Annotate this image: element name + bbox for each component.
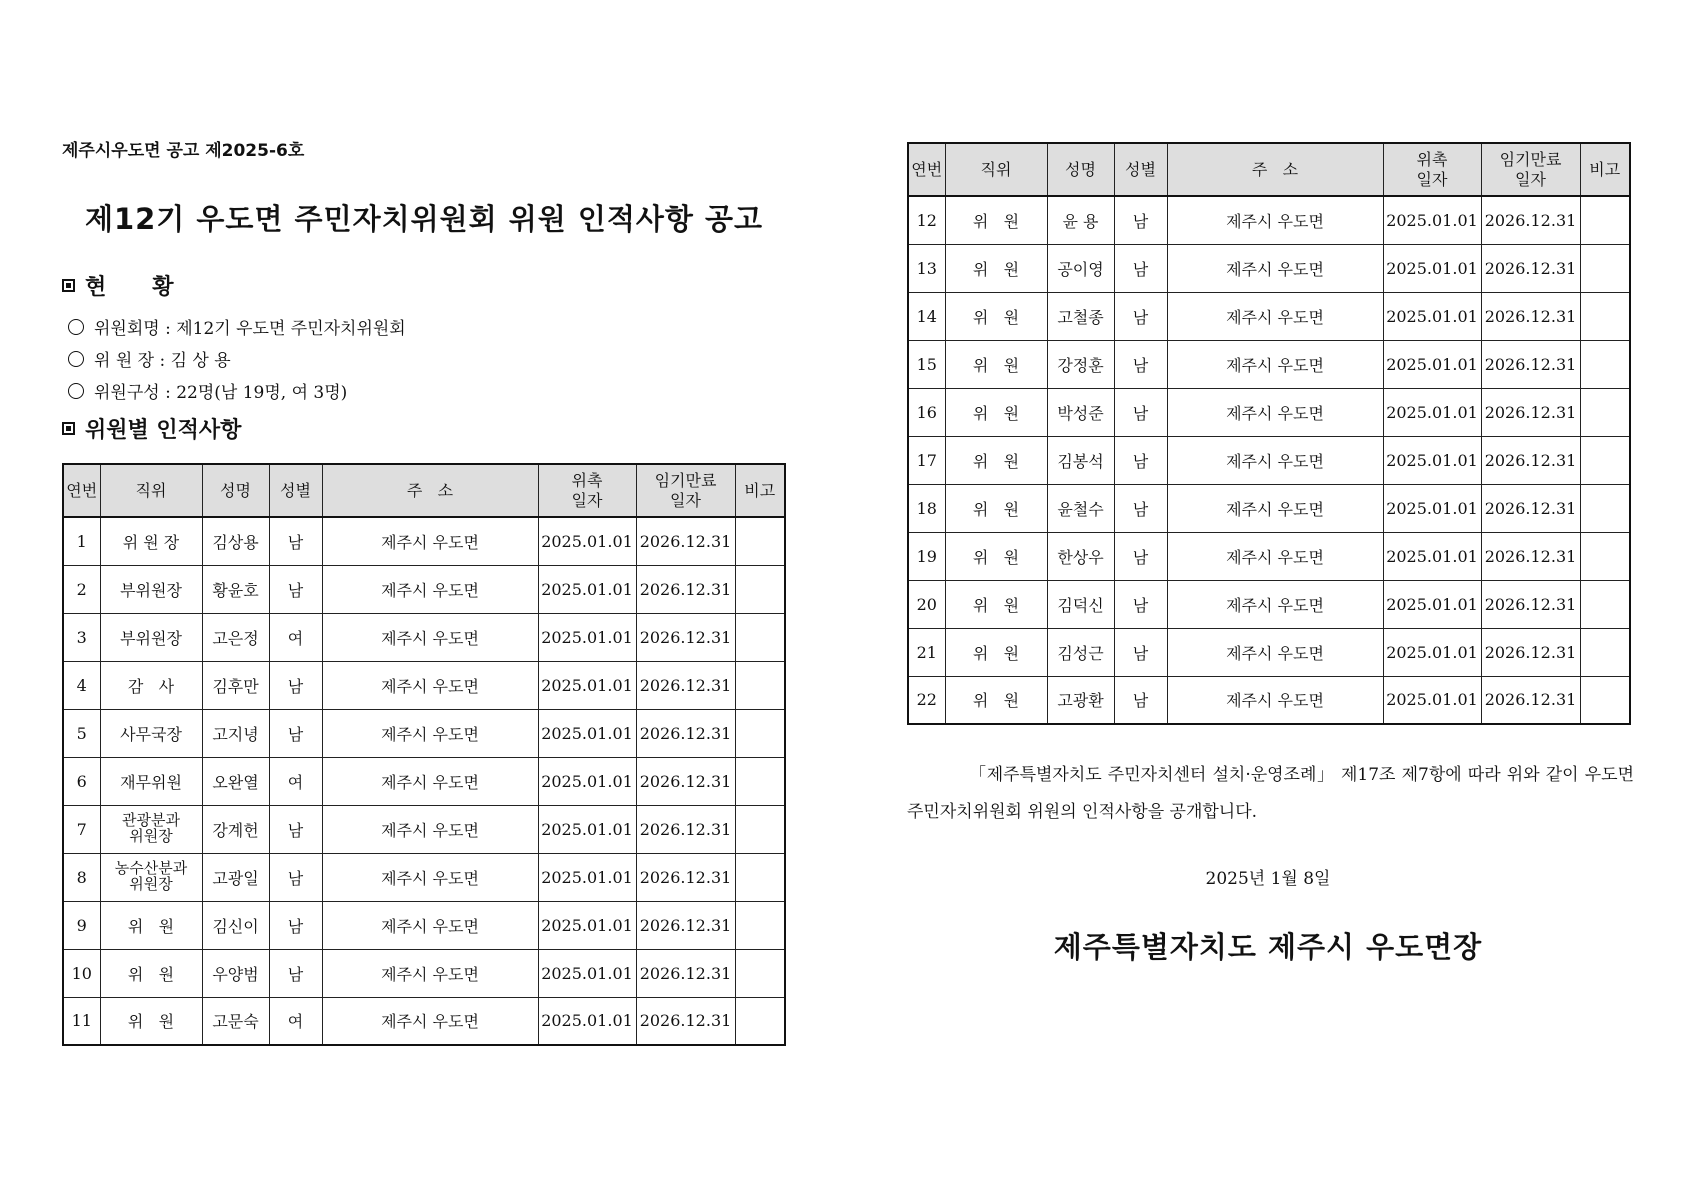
status-line-committee-name	[68, 314, 406, 339]
table-row	[908, 196, 1630, 244]
cell-term-end: 2026.12.31	[1481, 436, 1580, 484]
cell-name: 우양범	[202, 949, 269, 997]
cell-appointed: 2025.01.01	[538, 901, 636, 949]
header-address: 주 소	[322, 464, 538, 517]
square-bullet-icon	[62, 279, 75, 292]
table-row	[63, 709, 785, 757]
cell-gender: 남	[269, 517, 322, 565]
cell-gender: 남	[269, 661, 322, 709]
cell-position	[100, 805, 202, 853]
member-table-left	[62, 463, 786, 1046]
cell-appointed: 2025.01.01	[1383, 196, 1481, 244]
cell-remarks	[1580, 244, 1630, 292]
header-name: 성명	[202, 464, 269, 517]
cell-position: 위 원	[945, 436, 1047, 484]
cell-term-end: 2026.12.31	[1481, 340, 1580, 388]
cell-position-line2: 위원장	[129, 875, 173, 893]
cell-remarks	[735, 517, 785, 565]
cell-address: 제주시 우도면	[1167, 340, 1383, 388]
cell-appointed: 2025.01.01	[538, 709, 636, 757]
cell-address: 제주시 우도면	[1167, 388, 1383, 436]
cell-remarks	[1580, 532, 1630, 580]
header-term-end-line2: 일자	[1515, 169, 1546, 189]
cell-term-end: 2026.12.31	[636, 709, 735, 757]
cell-appointed: 2025.01.01	[538, 853, 636, 901]
section-heading-status	[62, 270, 173, 301]
table-row	[63, 853, 785, 901]
cell-term-end: 2026.12.31	[636, 613, 735, 661]
cell-remarks	[735, 613, 785, 661]
cell-name: 고문숙	[202, 997, 269, 1045]
cell-position: 부위원장	[100, 565, 202, 613]
cell-remarks	[1580, 484, 1630, 532]
cell-appointed: 2025.01.01	[1383, 340, 1481, 388]
header-name: 성명	[1047, 143, 1114, 196]
cell-appointed: 2025.01.01	[1383, 244, 1481, 292]
cell-position: 위 원	[100, 997, 202, 1045]
cell-address: 제주시 우도면	[1167, 292, 1383, 340]
table-row	[908, 676, 1630, 724]
cell-position: 위 원	[100, 901, 202, 949]
cell-no: 1	[63, 517, 100, 565]
table-row	[908, 292, 1630, 340]
cell-position: 부위원장	[100, 613, 202, 661]
square-bullet-icon	[62, 422, 75, 435]
cell-appointed: 2025.01.01	[1383, 388, 1481, 436]
header-term-end-line1: 임기만료	[654, 471, 717, 491]
cell-appointed: 2025.01.01	[1383, 292, 1481, 340]
cell-name: 오완열	[202, 757, 269, 805]
cell-no: 3	[63, 613, 100, 661]
cell-term-end: 2026.12.31	[1481, 196, 1580, 244]
cell-name: 김후만	[202, 661, 269, 709]
cell-gender: 남	[1114, 580, 1167, 628]
cell-no: 9	[63, 901, 100, 949]
table-row	[908, 340, 1630, 388]
cell-gender: 남	[269, 805, 322, 853]
cell-term-end: 2026.12.31	[1481, 484, 1580, 532]
cell-remarks	[735, 997, 785, 1045]
cell-gender: 남	[1114, 436, 1167, 484]
cell-address: 제주시 우도면	[1167, 676, 1383, 724]
table-header-row	[908, 143, 1630, 196]
cell-remarks	[735, 661, 785, 709]
cell-address: 제주시 우도면	[322, 757, 538, 805]
header-position: 직위	[100, 464, 202, 517]
cell-gender: 여	[269, 613, 322, 661]
cell-position: 위 원	[945, 484, 1047, 532]
cell-appointed: 2025.01.01	[1383, 484, 1481, 532]
table-row	[908, 436, 1630, 484]
document-title: 제12기 우도면 주민자치위원회 위원 인적사항 공고	[84, 202, 764, 236]
header-appointed-line1: 위촉	[571, 471, 603, 491]
cell-remarks	[1580, 676, 1630, 724]
cell-name: 김신이	[202, 901, 269, 949]
cell-remarks	[735, 949, 785, 997]
cell-address: 제주시 우도면	[1167, 580, 1383, 628]
cell-gender: 남	[1114, 676, 1167, 724]
cell-no: 17	[908, 436, 945, 484]
table-row	[63, 997, 785, 1045]
notice-number: 제주시우도면 공고 제2025-6호	[62, 141, 305, 161]
cell-remarks	[735, 565, 785, 613]
table-header-row	[63, 464, 785, 517]
cell-no: 13	[908, 244, 945, 292]
cell-position: 위 원	[100, 949, 202, 997]
cell-gender: 남	[269, 565, 322, 613]
cell-remarks	[735, 805, 785, 853]
cell-position: 위 원	[945, 388, 1047, 436]
cell-no: 8	[63, 853, 100, 901]
cell-position-line1: 농수산분과	[114, 859, 188, 878]
cell-no: 11	[63, 997, 100, 1045]
header-appointed-line1: 위촉	[1416, 150, 1448, 170]
header-term-end-line1: 임기만료	[1499, 150, 1562, 170]
circle-bullet-icon	[68, 383, 84, 399]
cell-address: 제주시 우도면	[1167, 196, 1383, 244]
cell-no: 5	[63, 709, 100, 757]
cell-term-end: 2026.12.31	[636, 805, 735, 853]
cell-name: 강정훈	[1047, 340, 1114, 388]
section-heading-label: 위원별 인적사항	[85, 418, 242, 443]
cell-gender: 남	[1114, 196, 1167, 244]
cell-remarks	[1580, 388, 1630, 436]
cell-name: 김덕신	[1047, 580, 1114, 628]
cell-name: 한상우	[1047, 532, 1114, 580]
table-row	[63, 565, 785, 613]
cell-position: 위 원	[945, 676, 1047, 724]
cell-position: 위 원 장	[100, 517, 202, 565]
cell-address: 제주시 우도면	[1167, 628, 1383, 676]
table-row	[63, 901, 785, 949]
cell-position: 재무위원	[100, 757, 202, 805]
header-position: 직위	[945, 143, 1047, 196]
cell-term-end: 2026.12.31	[636, 565, 735, 613]
cell-address: 제주시 우도면	[322, 613, 538, 661]
cell-no: 12	[908, 196, 945, 244]
circle-bullet-icon	[68, 351, 84, 367]
cell-no: 14	[908, 292, 945, 340]
cell-no: 19	[908, 532, 945, 580]
cell-address: 제주시 우도면	[1167, 532, 1383, 580]
status-line-chairperson	[68, 346, 231, 371]
table-row	[63, 757, 785, 805]
cell-address: 제주시 우도면	[322, 997, 538, 1045]
cell-no: 18	[908, 484, 945, 532]
cell-position-line2: 위원장	[129, 827, 173, 845]
table-row	[908, 484, 1630, 532]
cell-term-end: 2026.12.31	[1481, 244, 1580, 292]
cell-address: 제주시 우도면	[322, 805, 538, 853]
cell-gender: 남	[269, 853, 322, 901]
cell-gender: 여	[269, 757, 322, 805]
cell-name: 윤 용	[1047, 196, 1114, 244]
table-row	[63, 613, 785, 661]
cell-position: 위 원	[945, 244, 1047, 292]
signatory: 제주특별자치도 제주시 우도면장	[1053, 930, 1483, 964]
cell-no: 2	[63, 565, 100, 613]
disclosure-statement: 「제주특별자치도 주민자치센터 설치·운영조례」 제17조 제7항에 따라 위와 같이 우도면 주민자치위원회 위원의 인적사항을 공개합니다.	[907, 765, 1634, 822]
header-term-end	[636, 464, 735, 517]
cell-remarks	[735, 853, 785, 901]
cell-gender: 여	[269, 997, 322, 1045]
section-heading-label: 현 황	[85, 275, 174, 300]
header-appointed-line2: 일자	[1416, 169, 1448, 189]
cell-name: 공이영	[1047, 244, 1114, 292]
cell-no: 15	[908, 340, 945, 388]
cell-gender: 남	[269, 901, 322, 949]
header-gender: 성별	[269, 464, 322, 517]
cell-term-end: 2026.12.31	[1481, 388, 1580, 436]
cell-remarks	[1580, 340, 1630, 388]
cell-no: 7	[63, 805, 100, 853]
cell-appointed: 2025.01.01	[538, 757, 636, 805]
cell-remarks	[1580, 628, 1630, 676]
table-row	[908, 580, 1630, 628]
cell-no: 22	[908, 676, 945, 724]
cell-position-line1: 관광분과	[122, 811, 180, 830]
header-appointed	[1383, 143, 1481, 196]
cell-no: 21	[908, 628, 945, 676]
cell-address: 제주시 우도면	[1167, 484, 1383, 532]
cell-appointed: 2025.01.01	[538, 661, 636, 709]
cell-appointed: 2025.01.01	[538, 949, 636, 997]
cell-name: 강계헌	[202, 805, 269, 853]
cell-name: 김봉석	[1047, 436, 1114, 484]
cell-appointed: 2025.01.01	[538, 805, 636, 853]
cell-name: 고광환	[1047, 676, 1114, 724]
cell-position: 위 원	[945, 196, 1047, 244]
cell-term-end: 2026.12.31	[636, 949, 735, 997]
cell-appointed: 2025.01.01	[1383, 436, 1481, 484]
header-remarks: 비고	[735, 464, 785, 517]
cell-name: 박성준	[1047, 388, 1114, 436]
cell-address: 제주시 우도면	[322, 949, 538, 997]
cell-no: 20	[908, 580, 945, 628]
header-address: 주 소	[1167, 143, 1383, 196]
cell-address: 제주시 우도면	[1167, 244, 1383, 292]
cell-term-end: 2026.12.31	[1481, 532, 1580, 580]
header-term-end	[1481, 143, 1580, 196]
cell-term-end: 2026.12.31	[636, 661, 735, 709]
header-no: 연번	[908, 143, 945, 196]
cell-gender: 남	[269, 709, 322, 757]
cell-gender: 남	[1114, 340, 1167, 388]
cell-no: 4	[63, 661, 100, 709]
cell-appointed: 2025.01.01	[538, 517, 636, 565]
cell-gender: 남	[1114, 484, 1167, 532]
cell-appointed: 2025.01.01	[1383, 580, 1481, 628]
cell-term-end: 2026.12.31	[1481, 628, 1580, 676]
cell-appointed: 2025.01.01	[538, 613, 636, 661]
cell-name: 고은정	[202, 613, 269, 661]
cell-position: 위 원	[945, 580, 1047, 628]
cell-appointed: 2025.01.01	[1383, 676, 1481, 724]
cell-term-end: 2026.12.31	[1481, 580, 1580, 628]
cell-term-end: 2026.12.31	[636, 853, 735, 901]
table-row	[63, 517, 785, 565]
header-remarks: 비고	[1580, 143, 1630, 196]
cell-term-end: 2026.12.31	[636, 901, 735, 949]
table-row	[63, 805, 785, 853]
cell-name: 고지녕	[202, 709, 269, 757]
cell-address: 제주시 우도면	[322, 517, 538, 565]
cell-position: 위 원	[945, 532, 1047, 580]
cell-remarks	[735, 757, 785, 805]
status-line-composition	[68, 378, 347, 403]
cell-term-end: 2026.12.31	[636, 997, 735, 1045]
cell-appointed: 2025.01.01	[538, 565, 636, 613]
cell-name: 황윤호	[202, 565, 269, 613]
cell-gender: 남	[1114, 244, 1167, 292]
cell-position: 위 원	[945, 292, 1047, 340]
cell-position: 위 원	[945, 628, 1047, 676]
cell-gender: 남	[269, 949, 322, 997]
cell-term-end: 2026.12.31	[1481, 676, 1580, 724]
cell-name: 김성근	[1047, 628, 1114, 676]
cell-position: 사무국장	[100, 709, 202, 757]
cell-name: 윤철수	[1047, 484, 1114, 532]
cell-address: 제주시 우도면	[322, 661, 538, 709]
cell-remarks	[1580, 580, 1630, 628]
cell-term-end: 2026.12.31	[636, 757, 735, 805]
table-row	[908, 628, 1630, 676]
cell-term-end: 2026.12.31	[1481, 292, 1580, 340]
table-row	[908, 388, 1630, 436]
cell-address: 제주시 우도면	[322, 709, 538, 757]
table-row	[63, 949, 785, 997]
header-term-end-line2: 일자	[670, 490, 701, 510]
cell-gender: 남	[1114, 532, 1167, 580]
cell-no: 16	[908, 388, 945, 436]
cell-address: 제주시 우도면	[322, 853, 538, 901]
header-appointed	[538, 464, 636, 517]
cell-no: 6	[63, 757, 100, 805]
cell-name: 김상용	[202, 517, 269, 565]
cell-appointed: 2025.01.01	[1383, 532, 1481, 580]
cell-address: 제주시 우도면	[322, 901, 538, 949]
cell-name: 고철종	[1047, 292, 1114, 340]
section-heading-members	[62, 413, 241, 444]
status-line-text: 위원구성 : 22명(남 19명, 여 3명)	[94, 383, 348, 403]
cell-position: 위 원	[945, 340, 1047, 388]
cell-remarks	[735, 709, 785, 757]
status-line-text: 위 원 장 : 김 상 용	[94, 351, 231, 371]
cell-remarks	[1580, 196, 1630, 244]
cell-name: 고광일	[202, 853, 269, 901]
cell-gender: 남	[1114, 292, 1167, 340]
cell-position: 감 사	[100, 661, 202, 709]
cell-appointed: 2025.01.01	[1383, 628, 1481, 676]
cell-no: 10	[63, 949, 100, 997]
table-row	[63, 661, 785, 709]
cell-address: 제주시 우도면	[1167, 436, 1383, 484]
cell-gender: 남	[1114, 388, 1167, 436]
table-row	[908, 244, 1630, 292]
cell-remarks	[1580, 292, 1630, 340]
document-date: 2025년 1월 8일	[1205, 869, 1331, 889]
member-table-right	[907, 142, 1631, 725]
header-no: 연번	[63, 464, 100, 517]
circle-bullet-icon	[68, 319, 84, 335]
cell-address: 제주시 우도면	[322, 565, 538, 613]
cell-term-end: 2026.12.31	[636, 517, 735, 565]
cell-gender: 남	[1114, 628, 1167, 676]
cell-remarks	[1580, 436, 1630, 484]
header-appointed-line2: 일자	[571, 490, 603, 510]
cell-remarks	[735, 901, 785, 949]
cell-appointed: 2025.01.01	[538, 997, 636, 1045]
status-line-text: 위원회명 : 제12기 우도면 주민자치위원회	[94, 319, 406, 339]
header-gender: 성별	[1114, 143, 1167, 196]
cell-position	[100, 853, 202, 901]
table-row	[908, 532, 1630, 580]
